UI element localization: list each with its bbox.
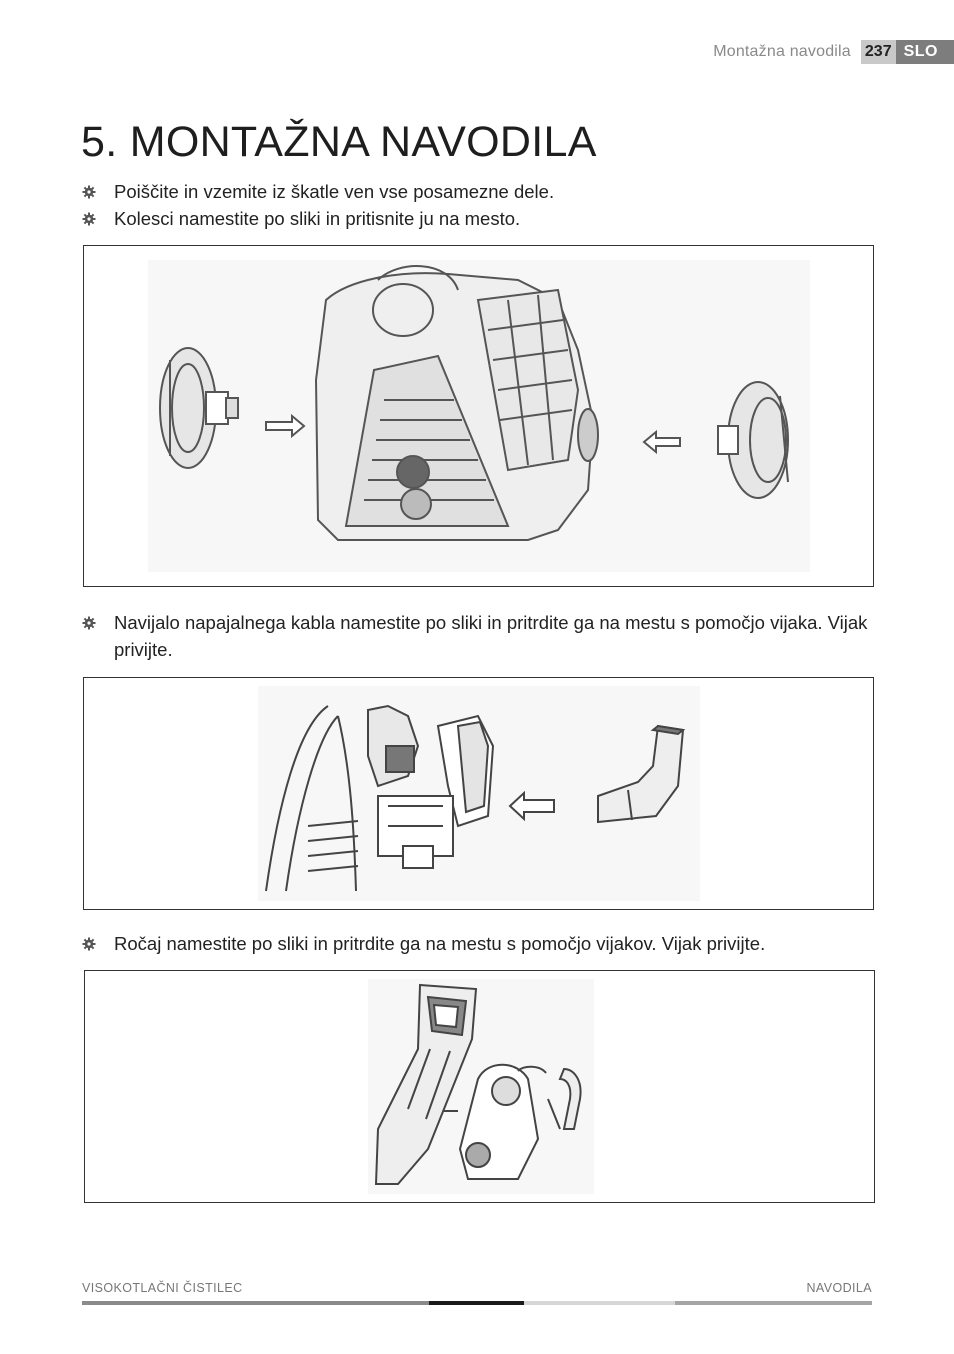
page-number: 237 <box>861 40 896 64</box>
wheel-assembly-illustration <box>148 260 810 572</box>
page-header <box>713 40 954 64</box>
footer-bar-segment <box>429 1301 524 1305</box>
footer-product-name: VISOKOTLAČNI ČISTILEC <box>82 1281 243 1295</box>
cable-reel-illustration <box>258 686 700 901</box>
instruction-text: Navijalo napajalnega kabla namestite po sliki in pritrdite ga na mestu s pomočjo vijaka. Vijak privijte. <box>114 612 868 660</box>
instruction-item <box>82 205 872 232</box>
instruction-text: Poiščite in vzemite iz škatle ven vse posamezne dele. <box>114 181 555 202</box>
instruction-item <box>82 178 872 205</box>
page-title: 5. MONTAŽNA NAVODILA <box>81 118 597 166</box>
handle-assembly-figure <box>84 970 875 1203</box>
instruction-text: Ročaj namestite po sliki in pritrdite ga na mestu s pomočjo vijakov. Vijak privijte. <box>114 933 766 954</box>
instruction-item <box>82 609 872 663</box>
header-section-title: Montažna navodila <box>713 43 851 60</box>
footer-bar-segment <box>675 1301 872 1305</box>
gear-bullet-icon <box>82 930 114 957</box>
cable-reel-figure <box>83 677 874 910</box>
instruction-item <box>82 930 872 957</box>
language-badge: SLO <box>896 40 954 64</box>
footer-doc-type: NAVODILA <box>806 1281 872 1295</box>
wheel-assembly-figure <box>83 245 874 587</box>
footer-bar-segment <box>524 1301 675 1305</box>
gear-bullet-icon <box>82 205 114 232</box>
footer-bar-segment <box>82 1301 429 1305</box>
gear-bullet-icon <box>82 178 114 205</box>
gear-bullet-icon <box>82 609 114 636</box>
handle-assembly-illustration <box>368 979 594 1194</box>
instruction-text: Kolesci namestite po sliki in pritisnite ju na mesto. <box>114 208 521 229</box>
